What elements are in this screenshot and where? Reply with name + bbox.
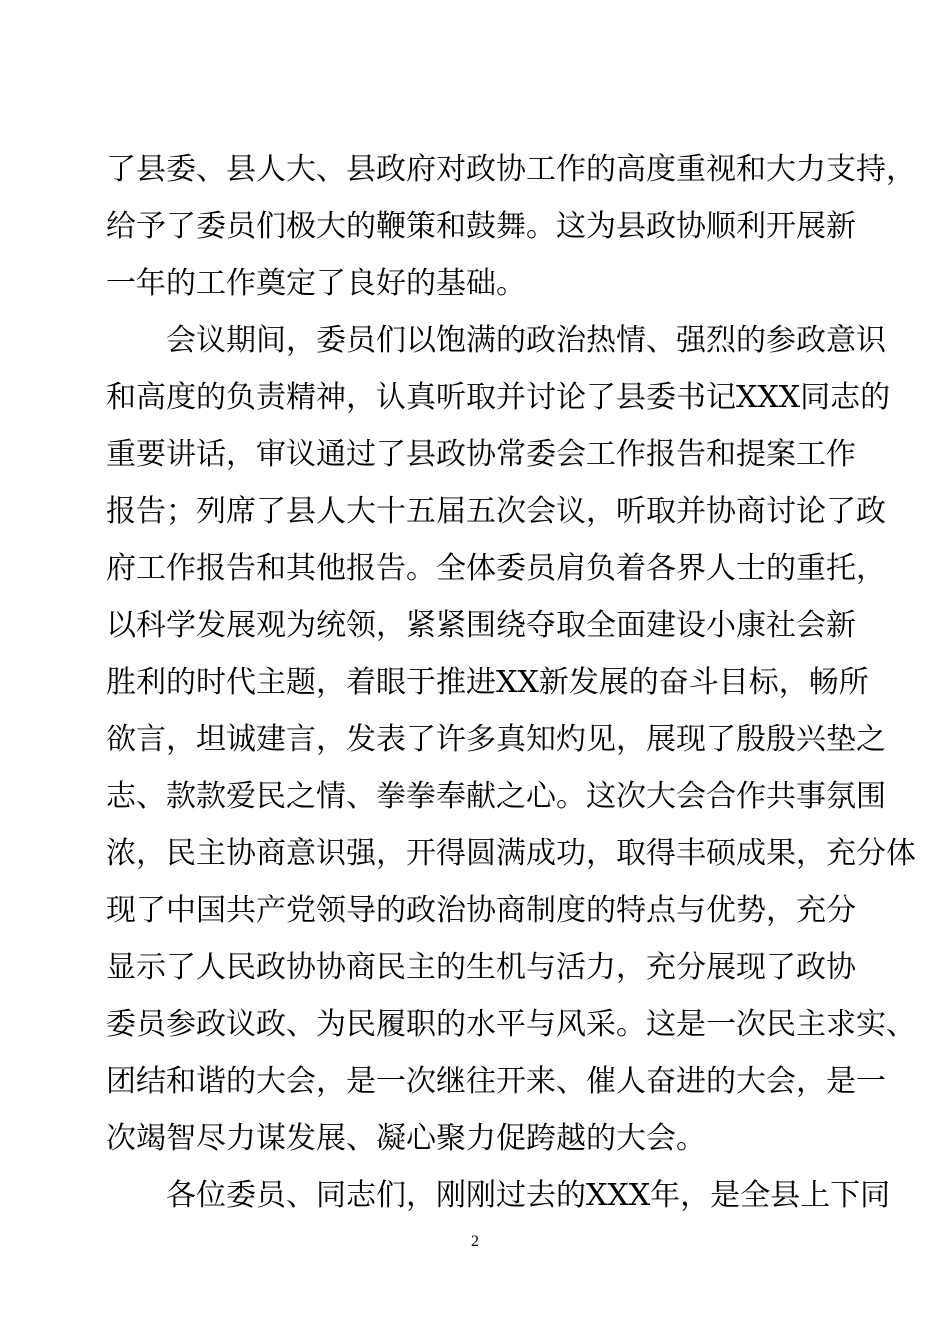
text-line: 给予了委员们极大的鞭策和鼓舞。这为县政协顺利开展新 [106, 209, 856, 244]
text-line: 重要讲话，审议通过了县政协常委会工作报告和提案工作 [106, 437, 856, 472]
text-line: 和高度的负责精神，认真听取并讨论了县委书记XXX同志的 [106, 380, 891, 415]
text-line: 一年的工作奠定了良好的基础。 [106, 266, 526, 301]
text-line: 显示了人民政协协商民主的生机与活力，充分展现了政协 [106, 950, 856, 985]
text-line: 团结和谐的大会，是一次继往开来、催人奋进的大会，是一 [106, 1064, 886, 1099]
paragraph-first-line: 各位委员、同志们，刚刚过去的XXX年，是全县上下同 [166, 1178, 891, 1213]
paragraph-first-line: 会议期间，委员们以饱满的政治热情、强烈的参政意识 [166, 323, 886, 358]
text-line: 以科学发展观为统领，紧紧围绕夺取全面建设小康社会新 [106, 608, 856, 643]
text-line: 欲言，坦诚建言，发表了许多真知灼见，展现了殷殷兴垫之 [106, 722, 886, 757]
text-line: 现了中国共产党领导的政治协商制度的特点与优势，充分 [106, 893, 856, 928]
text-line: 委员参政议政、为民履职的水平与风采。这是一次民主求实、 [106, 1007, 916, 1042]
text-line: 浓，民主协商意识强，开得圆满成功，取得丰硕成果，充分体 [106, 836, 916, 871]
text-line: 志、款款爱民之情、拳拳奉献之心。这次大会合作共事氛围 [106, 779, 886, 814]
page-number: 2 [471, 1233, 479, 1250]
text-line: 胜利的时代主题，着眼于推进XX新发展的奋斗目标，畅所 [106, 665, 869, 700]
text-line: 报告；列席了县人大十五届五次会议，听取并协商讨论了政 [106, 494, 886, 529]
text-line: 了县委、县人大、县政府对政协工作的高度重视和大力支持， [106, 152, 916, 187]
text-line: 府工作报告和其他报告。全体委员肩负着各界人士的重托， [106, 551, 886, 586]
text-line: 次竭智尽力谋发展、凝心聚力促跨越的大会。 [106, 1121, 706, 1156]
